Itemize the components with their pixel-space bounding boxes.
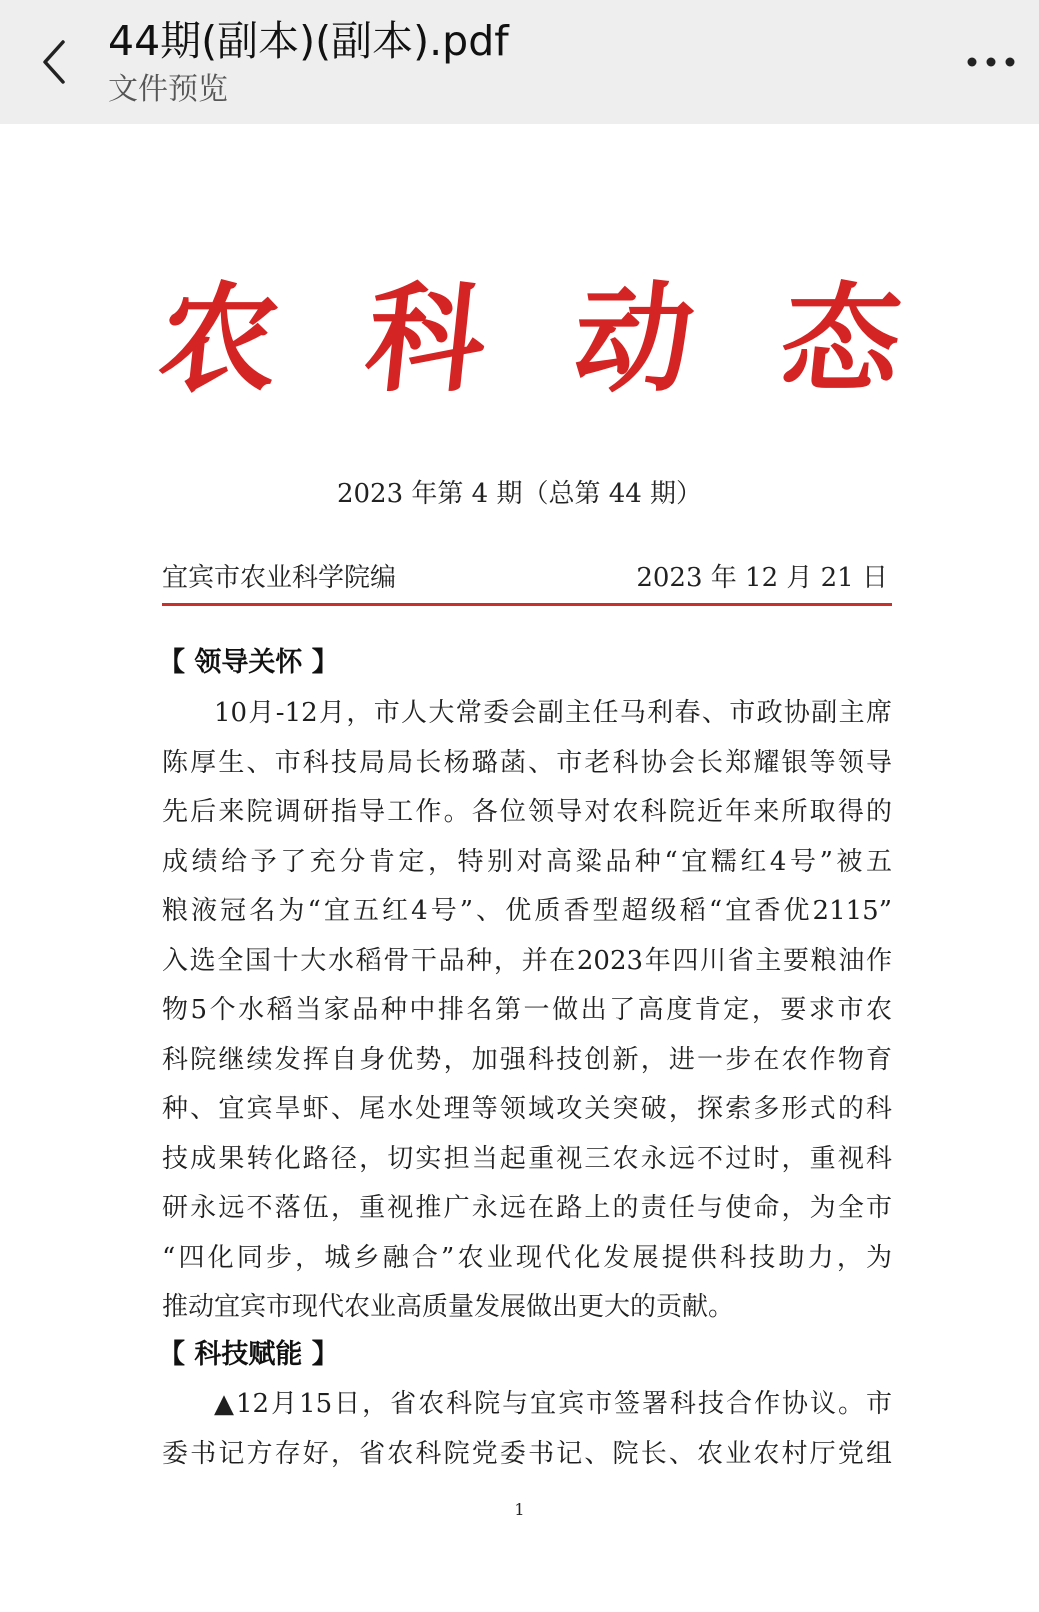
section-body-leadership (162, 689, 892, 1333)
text-line: 粮液冠名为“宜五红4号”、优质香型超级稻“宜香优2115” (162, 896, 892, 926)
section-title-leadership: 【 领导关怀 】 (158, 647, 339, 678)
section-body-tech (162, 1380, 892, 1479)
red-divider (162, 603, 892, 606)
page-number: 1 (514, 1500, 525, 1519)
section-title-tech: 【 科技赋能 】 (158, 1339, 339, 1370)
text-line: “四化同步，城乡融合”农业现代化发展提供科技助力，为 (162, 1242, 892, 1273)
masthead-char: 态 (774, 269, 908, 408)
text-line: 成绩给予了充分肯定，特别对高粱品种“宜糯红4号”被五 (162, 846, 892, 877)
text-line: ▲12月15日，省农科院与宜宾市签署科技合作协议。市 (214, 1389, 892, 1419)
back-button[interactable] (26, 30, 82, 94)
file-subtitle: 文件预览 (108, 72, 228, 107)
more-button[interactable] (959, 34, 1023, 90)
text-line: 入选全国十大水稻骨干品种，并在2023年四川省主要粮油作 (162, 945, 892, 976)
text-line: 科院继续发挥自身优势，加强科技创新，进一步在农作物育 (162, 1044, 892, 1075)
chevron-left-icon (39, 38, 69, 86)
text-line: 研永远不落伍，重视推广永远在路上的责任与使命，为全市 (162, 1193, 892, 1223)
masthead-char: 农 (152, 269, 286, 408)
text-line: 陈厚生、市科技局局长杨璐菡、市老科协会长郑耀银等领导 (162, 747, 892, 778)
text-line: 种、宜宾旱虾、尾水处理等领域攻关突破，探索多形式的科 (162, 1094, 892, 1124)
title-block (108, 14, 908, 110)
text-line: 10月-12月，市人大常委会副主任马利春、市政协副主席 (214, 698, 892, 728)
top-bar (0, 0, 1039, 124)
editor-line (162, 560, 888, 596)
issue-number: 2023 年第 4 期（总第 44 期） (336, 479, 703, 509)
pdf-page[interactable] (0, 124, 1039, 1612)
text-line: 委书记方存好，省农科院党委书记、院长、农业农村厅党组 (162, 1438, 892, 1469)
masthead-char: 科 (360, 269, 493, 408)
text-line: 技成果转化路径，切实担当起重视三农永远不过时，重视科 (162, 1143, 892, 1174)
text-line: 推动宜宾市现代农业高质量发展做出更大的贡献。 (162, 1292, 735, 1322)
editor-name: 宜宾市农业科学院编 (162, 563, 397, 593)
text-line: 物5个水稻当家品种中排名第一做出了高度肯定，要求市农 (162, 995, 892, 1025)
masthead (152, 269, 908, 408)
more-horizontal-icon (966, 56, 1016, 68)
masthead-char: 动 (567, 269, 701, 408)
text-line: 先后来院调研指导工作。各位领导对农科院近年来所取得的 (162, 797, 892, 827)
file-title: 44期(副本)(副本).pdf (108, 17, 509, 65)
publish-date: 2023 年 12 月 21 日 (636, 563, 888, 593)
